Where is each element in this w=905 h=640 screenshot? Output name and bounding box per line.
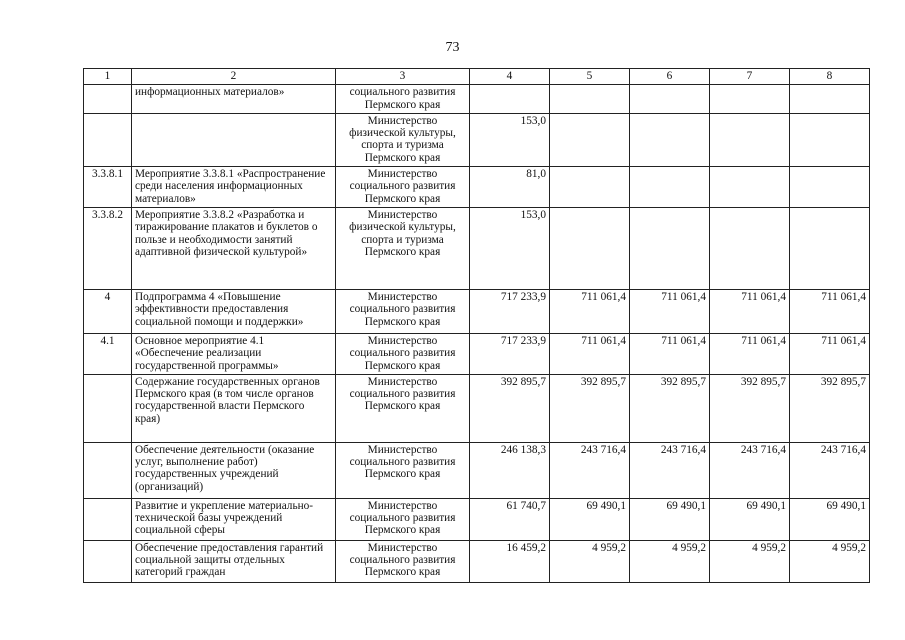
row-value-col8 [790,207,870,289]
row-value-col6: 4 959,2 [630,540,710,582]
row-value-col5: 711 061,4 [550,289,630,333]
page-number: 73 [445,40,460,55]
row-value-col7: 69 490,1 [710,498,790,540]
row-executor: Министерство физической культуры, спорта и туризма Пермского края [336,113,470,166]
row-value-col6 [630,113,710,166]
row-value-col5: 243 716,4 [550,442,630,498]
row-value-col7: 392 895,7 [710,374,790,442]
row-code [84,374,132,442]
row-value-col7 [710,85,790,114]
row-value-col6: 392 895,7 [630,374,710,442]
row-value-col5: 69 490,1 [550,498,630,540]
row-executor: Министерство социального развития Пермского края [336,333,470,374]
row-executor: Министерство социального развития Пермского края [336,498,470,540]
row-value-col5 [550,167,630,208]
row-value-col6: 69 490,1 [630,498,710,540]
row-executor: Министерство социального развития Пермского края [336,442,470,498]
row-value-col8: 243 716,4 [790,442,870,498]
row-value-col5: 711 061,4 [550,333,630,374]
column-number: 2 [132,69,336,85]
row-value-col4: 16 459,2 [470,540,550,582]
row-code: 4 [84,289,132,333]
row-value-col7: 711 061,4 [710,333,790,374]
row-value-col7: 243 716,4 [710,442,790,498]
row-code: 4.1 [84,333,132,374]
row-value-col7: 4 959,2 [710,540,790,582]
row-value-col4: 246 138,3 [470,442,550,498]
column-number: 5 [550,69,630,85]
row-value-col8: 711 061,4 [790,289,870,333]
row-name [132,113,336,166]
row-executor: Министерство социального развития Пермского края [336,167,470,208]
row-code [84,498,132,540]
row-value-col4 [470,85,550,114]
row-value-col6: 711 061,4 [630,333,710,374]
row-name: информационных материалов» [132,85,336,114]
table-row [84,374,870,442]
table-row [84,498,870,540]
column-number-row [84,69,870,85]
row-value-col5 [550,207,630,289]
table-row [84,442,870,498]
row-value-col6: 711 061,4 [630,289,710,333]
row-name: Обеспечение деятельности (оказание услуг, выполнение работ) государственных учреждений (организаций) [132,442,336,498]
row-value-col8: 711 061,4 [790,333,870,374]
row-value-col4: 717 233,9 [470,333,550,374]
row-value-col6 [630,167,710,208]
row-name: Развитие и укрепление материально-технической базы учреждений социальной сферы [132,498,336,540]
row-code [84,113,132,166]
row-code [84,442,132,498]
table-row [84,113,870,166]
row-value-col6 [630,207,710,289]
row-value-col4: 717 233,9 [470,289,550,333]
row-value-col6: 243 716,4 [630,442,710,498]
row-executor: Министерство социального развития Пермского края [336,289,470,333]
row-value-col7: 711 061,4 [710,289,790,333]
row-value-col8 [790,167,870,208]
row-name: Основное мероприятие 4.1 «Обеспечение реализации государственной программы» [132,333,336,374]
column-number: 4 [470,69,550,85]
table-row [84,85,870,114]
row-value-col8 [790,113,870,166]
row-value-col4: 392 895,7 [470,374,550,442]
row-executor: Министерство социального развития Пермского края [336,540,470,582]
row-code [84,85,132,114]
row-name: Мероприятие 3.3.8.1 «Распространение среди населения информационных материалов» [132,167,336,208]
row-name: Содержание государственных органов Пермского края (в том числе органов государственной власти Пермского края) [132,374,336,442]
row-value-col8: 392 895,7 [790,374,870,442]
row-code: 3.3.8.2 [84,207,132,289]
column-number: 8 [790,69,870,85]
row-value-col5 [550,85,630,114]
row-executor: Министерство социального развития Пермского края [336,374,470,442]
table-row [84,207,870,289]
row-value-col8: 69 490,1 [790,498,870,540]
column-number: 3 [336,69,470,85]
row-value-col5: 4 959,2 [550,540,630,582]
row-value-col5 [550,113,630,166]
row-code: 3.3.8.1 [84,167,132,208]
table-row [84,289,870,333]
row-value-col4: 81,0 [470,167,550,208]
column-number: 7 [710,69,790,85]
row-value-col8: 4 959,2 [790,540,870,582]
row-value-col8 [790,85,870,114]
column-number: 1 [84,69,132,85]
table-row [84,540,870,582]
budget-table [83,68,870,583]
row-value-col7 [710,113,790,166]
row-name: Подпрограмма 4 «Повышение эффективности предоставления социальной помощи и поддержки» [132,289,336,333]
table-row [84,333,870,374]
row-value-col6 [630,85,710,114]
row-value-col4: 153,0 [470,207,550,289]
row-executor: социального развития Пермского края [336,85,470,114]
column-number: 6 [630,69,710,85]
row-value-col4: 153,0 [470,113,550,166]
row-name: Обеспечение предоставления гарантий социальной защиты отдельных категорий граждан [132,540,336,582]
row-executor: Министерство физической культуры, спорта и туризма Пермского края [336,207,470,289]
table-row [84,167,870,208]
row-name: Мероприятие 3.3.8.2 «Разработка и тиражирование плакатов и буклетов о пользе и необходимости занятий адаптивной физической культурой» [132,207,336,289]
row-code [84,540,132,582]
row-value-col5: 392 895,7 [550,374,630,442]
row-value-col7 [710,207,790,289]
row-value-col4: 61 740,7 [470,498,550,540]
row-value-col7 [710,167,790,208]
